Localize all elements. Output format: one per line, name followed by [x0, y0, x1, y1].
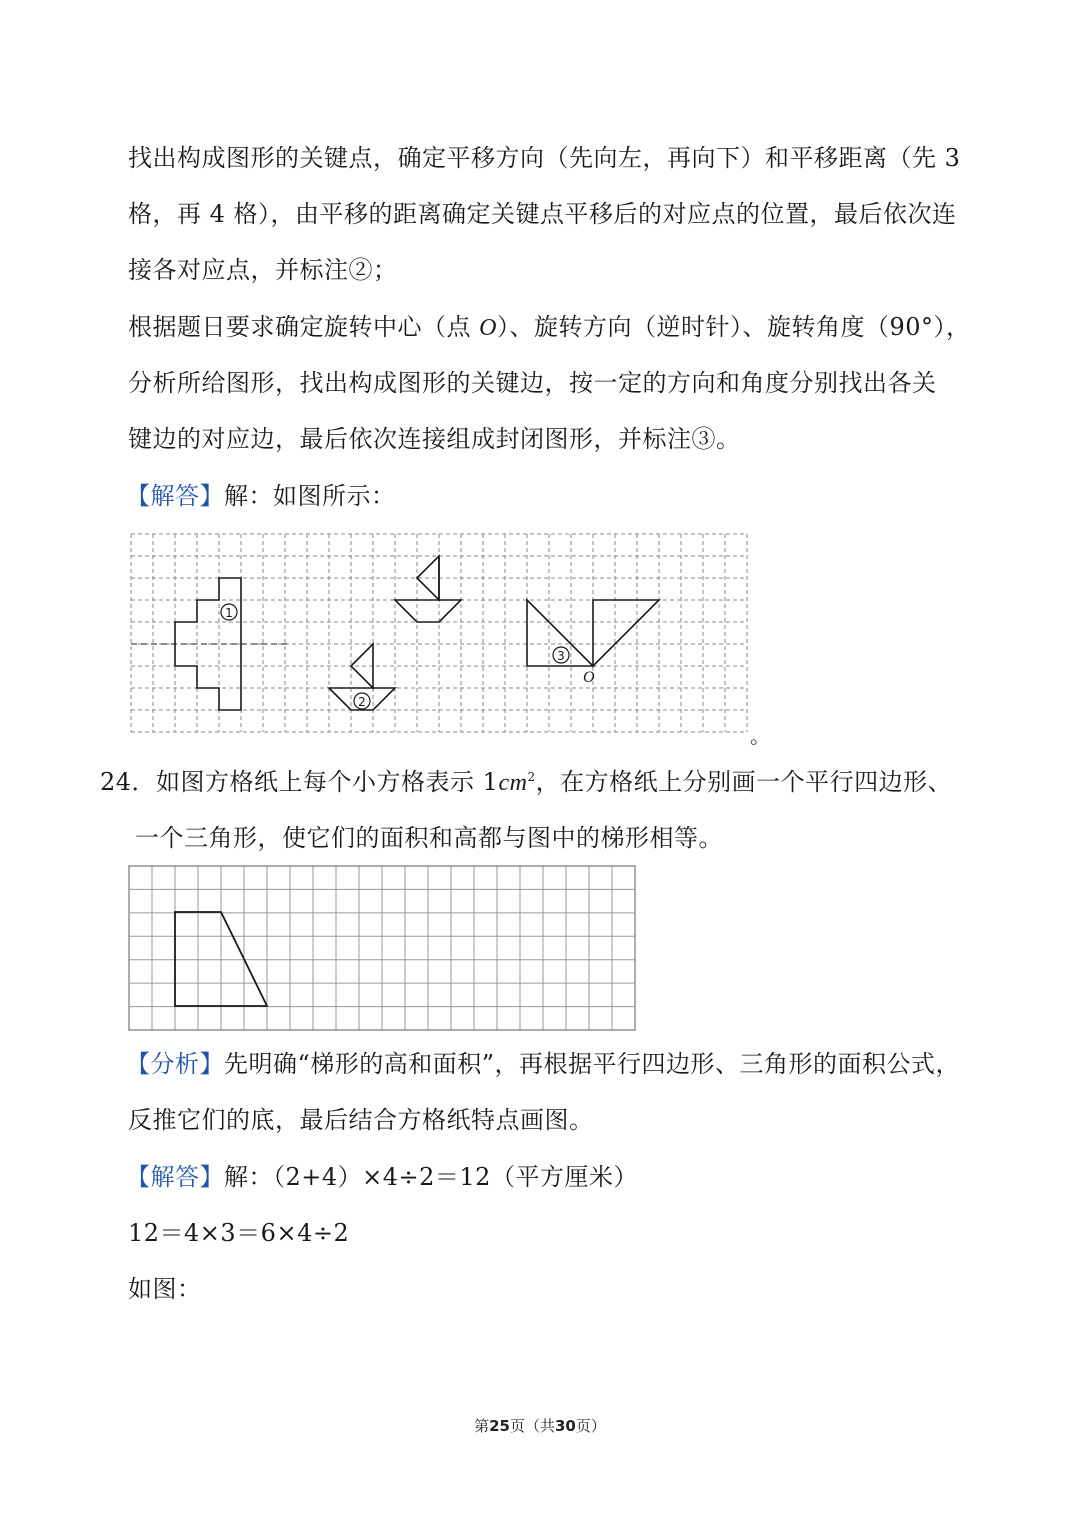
label-3: 3: [557, 649, 565, 663]
page-number: 25: [489, 1417, 510, 1435]
analysis-tag: 【分析】: [126, 1050, 224, 1078]
text-span: 根据题日要求确定旋转中心（点: [128, 313, 480, 341]
analysis-text: 先明确“梯形的高和面积”，再根据平行四边形、三角形的面积公式，: [224, 1050, 961, 1078]
answer-line: [126, 1161, 638, 1193]
text-line: 12＝4×3＝6×4÷2: [128, 1219, 350, 1247]
page-footer: [0, 1415, 1080, 1436]
text-line: 找出构成图形的关键点，确定平移方向（先向左，再向下）和平移距离（先 3: [128, 144, 961, 172]
point-o-label: O: [479, 315, 497, 341]
point-o: O: [583, 669, 595, 686]
question-text: 如图方格纸上每个小方格表示 1: [156, 768, 499, 796]
question-text: ，在方格纸上分别画一个平行四边形、: [535, 768, 953, 796]
answer-text: 解：（2+4）×4÷2＝12（平方厘米）: [224, 1163, 638, 1191]
text-line: 反推它们的底，最后结合方格纸特点画图。: [128, 1106, 594, 1134]
text-line: 接各对应点，并标注②；: [128, 256, 398, 284]
figure-trailing-period: 。: [750, 724, 770, 748]
unit: cm: [498, 770, 528, 796]
unit-superscript: 2: [527, 770, 536, 784]
question-number: 24．: [100, 768, 157, 796]
footer-suffix: 页）: [575, 1417, 606, 1435]
text-line: 键边的对应边，最后依次连接组成封闭图形，并标注③。: [128, 425, 741, 453]
text-line: 格，再 4 格），由平移的距离确定关键点平移后的对应点的位置，最后依次连: [128, 200, 957, 228]
text-span: ）、旋转方向（逆时针）、旋转角度（90°），: [496, 313, 971, 341]
answer-tag: 【解答】: [126, 1163, 224, 1191]
analysis-line: [126, 1048, 960, 1080]
answer-tag: 【解答】: [126, 482, 224, 510]
total-pages: 30: [555, 1417, 576, 1435]
text-line: 如图：: [128, 1275, 202, 1303]
label-2: 2: [358, 695, 366, 709]
answer-text: 解：如图所示：: [224, 482, 396, 510]
footer-prefix: 第: [474, 1417, 490, 1435]
footer-middle: 页（共: [509, 1417, 555, 1435]
label-1: 1: [225, 606, 233, 620]
text-line: 分析所给图形，找出构成图形的关键边，按一定的方向和角度分别找出各关: [128, 369, 937, 397]
text-line: 一个三角形，使它们的面积和高都与图中的梯形相等。: [135, 824, 723, 852]
